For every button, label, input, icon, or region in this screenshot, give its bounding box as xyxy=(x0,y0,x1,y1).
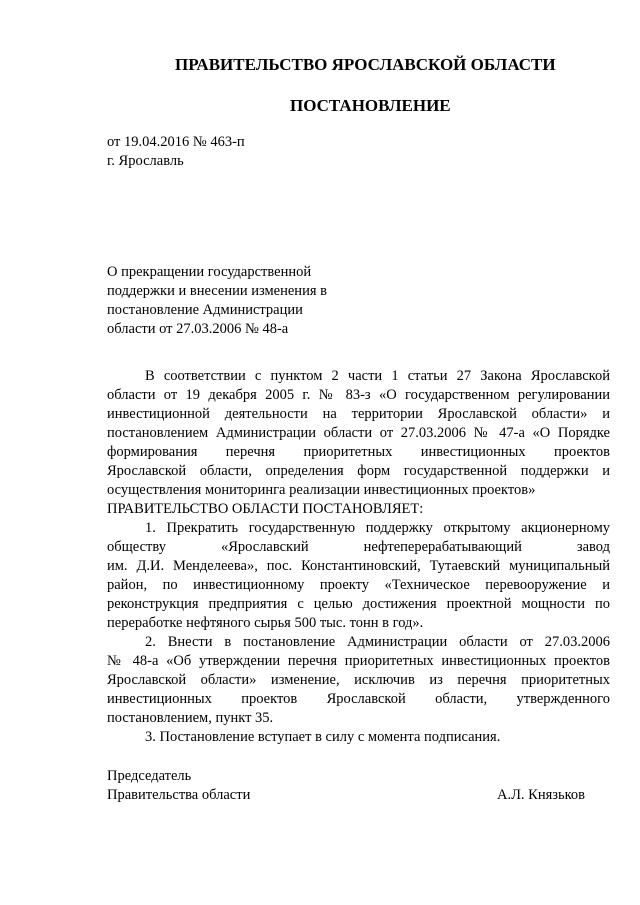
item-2-line: № 48-а «Об утверждении перечня приоритетных инвестиционных проектов xyxy=(107,653,610,669)
subject-line: поддержки и внесении изменения в xyxy=(107,283,327,299)
signatory-position-line-2: Правительства области xyxy=(107,787,251,803)
preamble-line: В соответствии с пунктом 2 части 1 статьи 27 Закона Ярославской xyxy=(145,368,610,384)
subject-line: области от 27.03.2006 № 48-а xyxy=(107,321,289,337)
preamble-line: постановлением Администрации области от 27.03.2006 № 47-а «О Порядке xyxy=(107,425,610,441)
item-1-line: 1. Прекратить государственную поддержку открытому акционерному xyxy=(145,520,610,536)
preamble-line: области от 19 декабря 2005 г. № 83-з «О государственном регулировании xyxy=(107,387,610,403)
subject-line: О прекращении государственной xyxy=(107,264,312,280)
item-2-line: инвестиционных проектов Ярославской области, утвержденного xyxy=(107,691,610,707)
item-1-line: им. Д.И. Менделеева», пос. Константиновский, Тутаевский муниципальный xyxy=(107,558,610,574)
document-date-number: от 19.04.2016 № 463-п xyxy=(107,134,245,150)
preamble-line: формирования перечня приоритетных инвестиционных проектов xyxy=(107,444,610,460)
subject-block xyxy=(107,263,347,339)
preamble-paragraph xyxy=(107,367,610,519)
signatory-name: А.Л. Князьков xyxy=(497,787,586,803)
subject-line: постановление Администрации xyxy=(107,302,303,318)
item-2-line: постановлением, пункт 35. xyxy=(107,710,274,726)
item-2-line: 2. Внести в постановление Администрации области от 27.03.2006 xyxy=(145,634,610,650)
preamble-line: Ярославской области, определения форм государственной поддержки и xyxy=(107,463,610,479)
document-city: г. Ярославль xyxy=(107,153,184,169)
authority-heading: ПРАВИТЕЛЬСТВО ЯРОСЛАВСКОЙ ОБЛАСТИ xyxy=(175,55,556,74)
preamble-line: осуществления мониторинга реализации инвестиционных проектов» xyxy=(107,482,536,498)
item-3-line: 3. Постановление вступает в силу с момента подписания. xyxy=(145,729,501,745)
preamble-line: инвестиционной деятельности на территории Ярославской области» и xyxy=(107,406,610,422)
resolves-line: ПРАВИТЕЛЬСТВО ОБЛАСТИ ПОСТАНОВЛЯЕТ: xyxy=(107,501,424,517)
document-type-heading: ПОСТАНОВЛЕНИЕ xyxy=(290,96,451,115)
item-1-line: переработке нефтяного сырья 500 тыс. тонн в год». xyxy=(107,615,424,631)
item-1-line: район, по инвестиционному проекту «Техническое перевооружение и xyxy=(107,577,610,593)
item-1-line: обществу «Ярославский нефтеперерабатывающий завод xyxy=(107,539,610,555)
item-1-line: реконструкция предприятия с целью достижения проектной мощности по xyxy=(107,596,610,612)
signatory-position-line-1: Председатель xyxy=(107,768,192,784)
item-2-line: Ярославской области» изменение, исключив из перечня приоритетных xyxy=(107,672,610,688)
item-1-paragraph xyxy=(107,519,610,633)
item-2-paragraph xyxy=(107,633,610,747)
